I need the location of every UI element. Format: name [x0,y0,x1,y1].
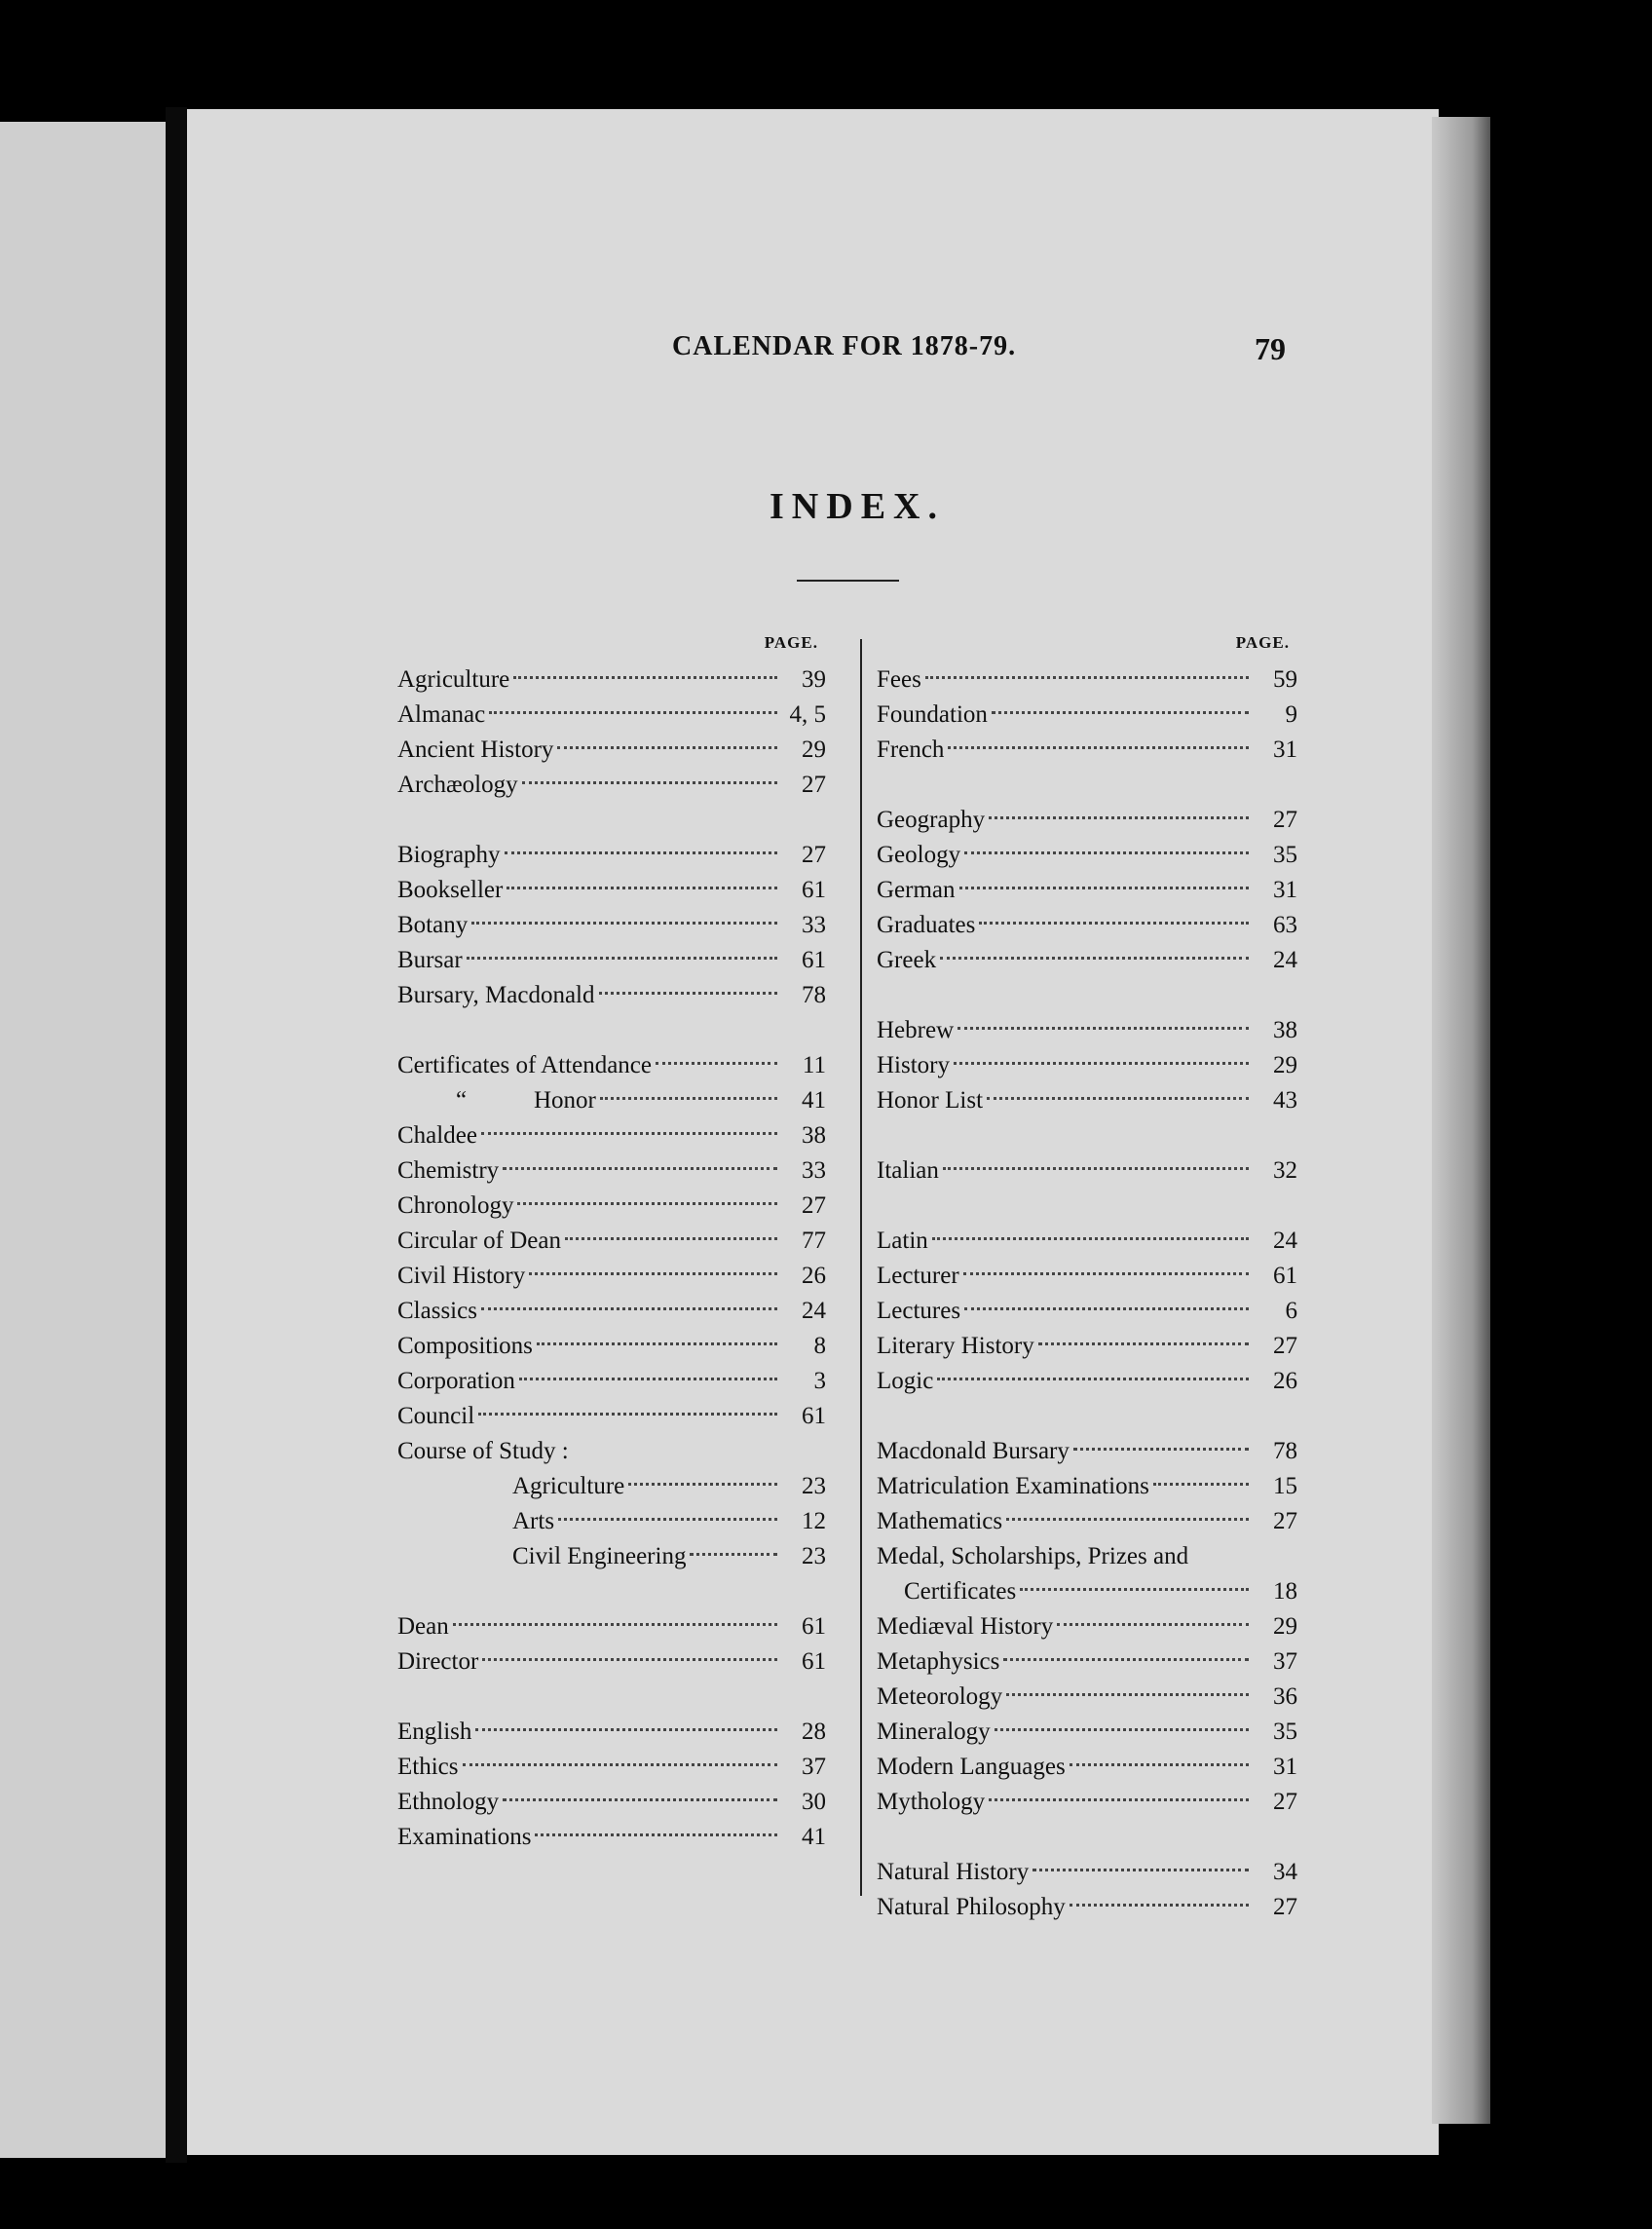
index-entry [877,733,1297,768]
index-entry [877,1750,1297,1785]
entry-page-number: 24 [1273,947,1297,973]
entry-page-number: 43 [1273,1087,1297,1114]
leader-dots [1020,1588,1249,1591]
leader-dots [940,957,1249,960]
leader-dots [1006,1693,1249,1696]
entry-term: Lecturer [877,1263,959,1289]
entry-term: Civil History [397,1263,526,1289]
leader-dots [987,1097,1249,1100]
index-entry [877,698,1297,733]
index-entry [877,1434,1297,1469]
entry-page-number: 61 [802,947,826,973]
entry-page-number: 33 [802,1157,826,1184]
entry-page-number: 41 [802,1087,826,1114]
leader-dots [565,1237,777,1240]
entry-term: Director [397,1648,479,1675]
index-entry [877,1574,1297,1609]
leader-dots [979,922,1249,925]
leader-dots [992,711,1249,714]
entry-term: Compositions [397,1333,533,1359]
page-column-header: PAGE. [764,633,818,652]
leader-dots [503,1167,777,1170]
page-number: 79 [1255,331,1286,366]
leader-dots [925,676,1249,679]
index-entry [877,1890,1297,1925]
leader-dots [1153,1483,1249,1486]
leader-dots [963,1272,1249,1275]
index-entry [397,1364,826,1399]
index-entry [397,1504,826,1539]
leader-dots [529,1272,777,1275]
index-entry [877,1153,1297,1189]
leader-dots [522,781,777,784]
entry-page-number: 18 [1273,1578,1297,1605]
entry-term: Chaldee [397,1122,477,1149]
entry-term: Hebrew [877,1017,955,1043]
leader-dots [1073,1448,1249,1451]
entry-term: Ethics [397,1754,459,1780]
entry-page-number: 33 [802,912,826,938]
entry-term: Graduates [877,912,976,938]
index-entry [397,1294,826,1329]
entry-page-number: 29 [802,737,826,763]
entry-gap [397,803,826,838]
entry-term: Latin [877,1228,928,1254]
entry-page-number: 12 [802,1508,826,1534]
entry-term: Course of Study : [397,1438,569,1464]
index-title: INDEX. [770,486,945,527]
entry-term: Chronology [397,1192,514,1219]
entry-page-number: 4, 5 [789,701,826,728]
entry-term: Mediæval History [877,1613,1054,1640]
entry-page-number: 27 [802,772,826,798]
index-entry [397,698,826,733]
entry-page-number: 61 [802,1403,826,1429]
entry-page-number: 78 [1273,1438,1297,1464]
entry-page-number: 61 [1273,1263,1297,1289]
book-gutter [166,107,187,2163]
entry-term: Fees [877,666,921,693]
entry-term: Agriculture [512,1473,625,1499]
index-entry [397,1609,826,1644]
entry-page-number: 15 [1273,1473,1297,1499]
leader-dots [519,1378,777,1380]
index-entry [397,1715,826,1750]
entry-gap [877,1189,1297,1224]
entry-page-number: 38 [1273,1017,1297,1043]
index-entry [397,1153,826,1189]
leader-dots [481,1132,777,1135]
entry-term: Geography [877,807,986,833]
entry-gap [397,1574,826,1609]
index-entry [877,1224,1297,1259]
entry-term: French [877,737,945,763]
index-entry [397,1048,826,1083]
entry-term: Macdonald Bursary [877,1438,1070,1464]
entry-gap [397,1680,826,1715]
index-entry [397,1820,826,1855]
entry-term: German [877,877,956,903]
entry-page-number: 27 [1273,807,1297,833]
index-entry [877,873,1297,908]
entry-page-number: 37 [802,1754,826,1780]
entry-page-number: 31 [1273,1754,1297,1780]
index-entry [877,1048,1297,1083]
index-entry [877,662,1297,698]
entry-term: Circular of Dean [397,1228,561,1254]
leader-dots [467,957,777,960]
index-entry [877,838,1297,873]
entry-term: Modern Languages [877,1754,1066,1780]
entry-page-number: 59 [1273,666,1297,693]
entry-term: Ethnology [397,1789,500,1815]
leader-dots [1006,1518,1249,1521]
index-entry [397,733,826,768]
leader-dots [475,1728,777,1731]
entry-page-number: 61 [802,1613,826,1640]
leader-dots [489,711,777,714]
leader-dots [943,1167,1249,1170]
entry-term: History [877,1052,950,1078]
leader-dots [557,746,777,749]
index-entry [877,1469,1297,1504]
entry-term: Examinations [397,1824,532,1850]
entry-page-number: 31 [1273,737,1297,763]
entry-term: Medal, Scholarships, Prizes and [877,1543,1189,1569]
leader-dots [505,851,777,854]
index-entry [877,1364,1297,1399]
leader-dots [954,1062,1249,1065]
index-entry [397,1785,826,1820]
index-entry [397,908,826,943]
entry-page-number: 8 [813,1333,826,1359]
entry-term: Certificates of Attendance [397,1052,652,1078]
leader-dots [600,1097,777,1100]
leader-dots [1038,1342,1249,1345]
leader-dots [1003,1658,1249,1661]
entry-page-number: 63 [1273,912,1297,938]
entry-term: Agriculture [397,666,510,693]
entry-term: Chemistry [397,1157,500,1184]
index-entry [397,1434,826,1469]
leader-dots [656,1062,777,1065]
entry-page-number: 77 [802,1228,826,1254]
entry-page-number: 61 [802,877,826,903]
index-entry [877,1680,1297,1715]
entry-page-number: 27 [1273,1508,1297,1534]
entry-term: Matriculation Examinations [877,1473,1149,1499]
entry-term: Mathematics [877,1508,1003,1534]
leader-dots [690,1553,777,1556]
entry-term: Council [397,1403,475,1429]
leader-dots [1057,1623,1249,1626]
index-entry [397,838,826,873]
index-entry [877,1259,1297,1294]
index-entry [877,908,1297,943]
leader-dots [463,1763,778,1766]
index-entry [877,1504,1297,1539]
index-entry [397,1399,826,1434]
index-entry [877,1785,1297,1820]
running-head: CALENDAR FOR 1878-79. [672,331,1017,361]
leader-dots [481,1307,777,1310]
leader-dots [1070,1904,1249,1907]
entry-term: Foundation [877,701,988,728]
entry-page-number: 41 [802,1824,826,1850]
entry-gap [877,1820,1297,1855]
entry-page-number: 24 [802,1298,826,1324]
entry-term: Logic [877,1368,934,1394]
entry-page-number: 78 [802,982,826,1008]
entry-term: Almanac [397,701,486,728]
entry-term: Certificates [904,1578,1017,1605]
leader-dots [453,1623,777,1626]
index-entry [397,1259,826,1294]
entry-term: Italian [877,1157,939,1184]
leader-dots [1032,1869,1249,1871]
entry-term: Bursar [397,947,463,973]
entry-page-number: 23 [802,1543,826,1569]
entry-page-number: 28 [802,1719,826,1745]
leader-dots [599,992,778,995]
leader-dots [517,1202,777,1205]
leader-dots [995,1728,1249,1731]
entry-page-number: 27 [1273,1789,1297,1815]
entry-page-number: 30 [802,1789,826,1815]
index-entry [397,768,826,803]
entry-term: Archæology [397,772,518,798]
entry-page-number: 29 [1273,1613,1297,1640]
leader-dots [471,922,777,925]
index-entry [397,1329,826,1364]
leader-dots [957,1027,1249,1030]
leader-dots [964,1307,1249,1310]
index-entry [877,1083,1297,1118]
entry-term: Honor List [877,1087,984,1114]
index-column-right [877,633,1297,1925]
index-entry [397,943,826,978]
entry-page-number: 3 [813,1368,826,1394]
entry-page-number: 37 [1273,1648,1297,1675]
index-entry [397,1539,826,1574]
leader-dots [513,676,777,679]
index-entry [877,1644,1297,1680]
entry-gap [877,1118,1297,1153]
entry-term: Civil Engineering [512,1543,687,1569]
entry-term: English [397,1719,472,1745]
entry-term: Natural Philosophy [877,1894,1066,1920]
entry-term: Honor [534,1087,596,1114]
entry-page-number: 6 [1285,1298,1297,1324]
index-column-left [397,633,826,1855]
entry-term: Botany [397,912,469,938]
entry-term: Geology [877,842,961,868]
entry-page-number: 27 [1273,1333,1297,1359]
entry-term: Literary History [877,1333,1034,1359]
entry-gap [877,1399,1297,1434]
index-entry [877,943,1297,978]
ditto-mark: “ [456,1087,468,1114]
index-entry [877,1294,1297,1329]
entry-term: Bursary, Macdonald [397,982,595,1008]
entry-page-number: 27 [802,842,826,868]
leader-dots [964,851,1249,854]
entry-page-number: 11 [802,1052,826,1078]
entry-page-number: 9 [1285,701,1297,728]
entry-term: Metaphysics [877,1648,1000,1675]
index-entry [877,803,1297,838]
facing-page-edge [0,122,166,2158]
title-rule [797,580,899,582]
entry-page-number: 34 [1273,1859,1297,1885]
entry-page-number: 36 [1273,1683,1297,1710]
leader-dots [482,1658,777,1661]
leader-dots [989,1798,1249,1801]
entry-gap [877,768,1297,803]
entry-page-number: 35 [1273,842,1297,868]
entry-page-number: 61 [802,1648,826,1675]
column-divider [860,639,862,1896]
entry-gap [397,1013,826,1048]
entry-term: Greek [877,947,937,973]
leader-dots [937,1378,1249,1380]
entry-page-number: 35 [1273,1719,1297,1745]
entry-page-number: 27 [1273,1894,1297,1920]
entry-gap [877,978,1297,1013]
index-entry [397,1189,826,1224]
entry-page-number: 29 [1273,1052,1297,1078]
leader-dots [558,1518,777,1521]
leader-dots [537,1342,777,1345]
page-column-header: PAGE. [1235,633,1290,652]
entry-term: Lectures [877,1298,961,1324]
page-edge-shadow [1432,117,1490,2124]
entry-term: Arts [512,1508,555,1534]
index-entry [397,1118,826,1153]
leader-dots [1070,1763,1249,1766]
entry-page-number: 26 [802,1263,826,1289]
entry-page-number: 32 [1273,1157,1297,1184]
index-entry [397,662,826,698]
entry-term: Natural History [877,1859,1030,1885]
page-header [672,331,1286,370]
entry-term: Mythology [877,1789,986,1815]
leader-dots [535,1833,777,1836]
entry-term: Classics [397,1298,477,1324]
index-entry [877,1013,1297,1048]
index-entry [397,978,826,1013]
entry-term: Biography [397,842,501,868]
leader-dots [628,1483,777,1486]
entry-page-number: 31 [1273,877,1297,903]
entry-term: Ancient History [397,737,554,763]
index-entry [397,1644,826,1680]
entry-term: Dean [397,1613,449,1640]
leader-dots [478,1413,777,1416]
left-entries [397,662,826,1855]
leader-dots [959,887,1249,889]
right-entries [877,662,1297,1925]
leader-dots [932,1237,1249,1240]
entry-page-number: 23 [802,1473,826,1499]
leader-dots [948,746,1249,749]
index-entry [397,873,826,908]
entry-term: Bookseller [397,877,504,903]
entry-page-number: 24 [1273,1228,1297,1254]
index-entry [877,1609,1297,1644]
index-entry [877,1329,1297,1364]
entry-page-number: 38 [802,1122,826,1149]
index-entry [397,1083,826,1118]
index-entry [877,1539,1297,1574]
entry-term: Mineralogy [877,1719,991,1745]
index-title-wrap [682,485,1032,528]
leader-dots [989,816,1249,819]
entry-page-number: 39 [802,666,826,693]
leader-dots [503,1798,777,1801]
index-entry [877,1855,1297,1890]
index-entry [397,1224,826,1259]
index-entry [397,1750,826,1785]
entry-term: Corporation [397,1368,515,1394]
index-entry [877,1715,1297,1750]
leader-dots [507,887,777,889]
entry-term: Meteorology [877,1683,1003,1710]
entry-page-number: 26 [1273,1368,1297,1394]
entry-page-number: 27 [802,1192,826,1219]
index-entry [397,1469,826,1504]
